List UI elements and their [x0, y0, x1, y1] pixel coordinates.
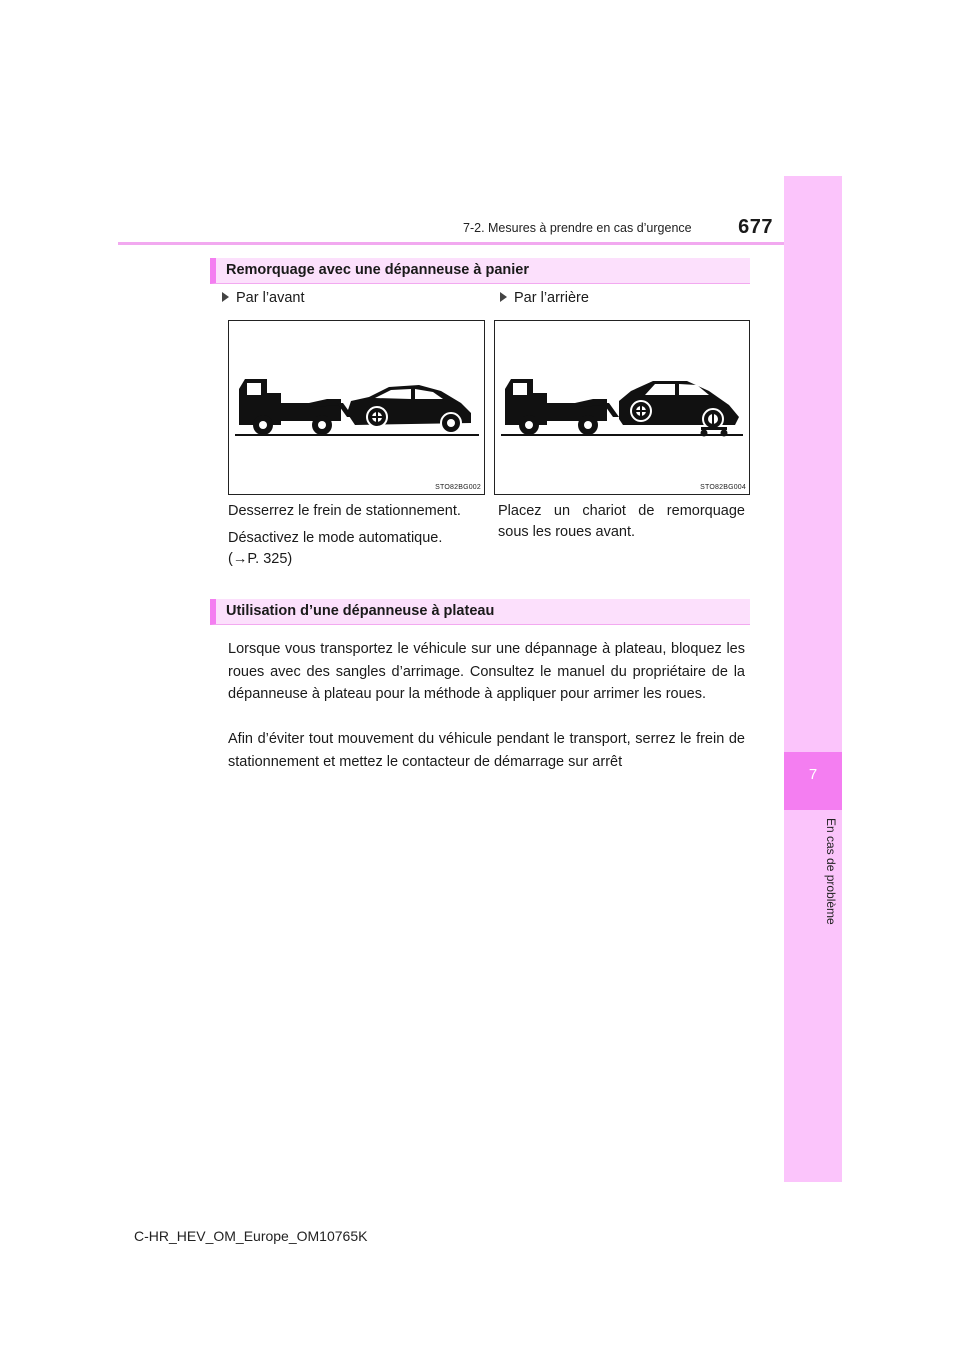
figure-code: STO82BG002 — [435, 484, 481, 491]
bullet-front — [222, 290, 305, 306]
bullet-rear — [500, 290, 589, 306]
figure-tow-front — [228, 320, 485, 495]
section-header-flatbed — [210, 599, 750, 625]
section-header-wheel-lift — [210, 258, 750, 284]
page-reference: (→P. 325) — [228, 551, 293, 567]
header-divider — [118, 242, 842, 245]
page-number: 677 — [738, 216, 773, 238]
section-reference: 7-2. Mesures à prendre en cas d’urgence — [463, 221, 692, 235]
text-place-dolly: Placez un chariot de remorquage sous les roues avant. — [498, 503, 745, 540]
figure-code: STO82BG004 — [700, 484, 746, 491]
paragraph-flatbed-brake: Afin d’éviter tout mouvement du véhicule pendant le transport, serrez le frein de stationnement et mettez le contacteur de démarrage sur arrêt — [228, 731, 745, 770]
paragraph-flatbed-straps: Lorsque vous transportez le véhicule sur une dépannage à plateau, bloquez les roues avec des sangles d’arrimage. Consultez le manuel du propriétaire de la dépanneuse à plateau pour la méthode à appliquer pour arrimer les roues. — [228, 641, 745, 702]
triangle-bullet-icon — [500, 292, 507, 302]
text-disable-auto-mode: Désactivez le mode automatique. — [228, 530, 443, 546]
chapter-label: En cas de problème — [824, 818, 838, 925]
chapter-number: 7 — [808, 766, 818, 783]
triangle-bullet-icon — [222, 292, 229, 302]
bullet-label: Par l’avant — [236, 290, 305, 306]
chapter-sidebar — [784, 176, 842, 1182]
section-title: Remorquage avec une dépanneuse à panier — [226, 262, 529, 278]
bullet-label: Par l’arrière — [514, 290, 589, 306]
tow-truck-rear-illustration — [495, 321, 749, 494]
text-release-brake: Desserrez le frein de stationnement. — [228, 503, 461, 519]
document-id: C-HR_HEV_OM_Europe_OM10765K — [134, 1228, 368, 1244]
tow-truck-front-illustration — [229, 321, 484, 494]
figure-tow-rear — [494, 320, 750, 495]
section-title: Utilisation d’une dépanneuse à plateau — [226, 603, 495, 619]
